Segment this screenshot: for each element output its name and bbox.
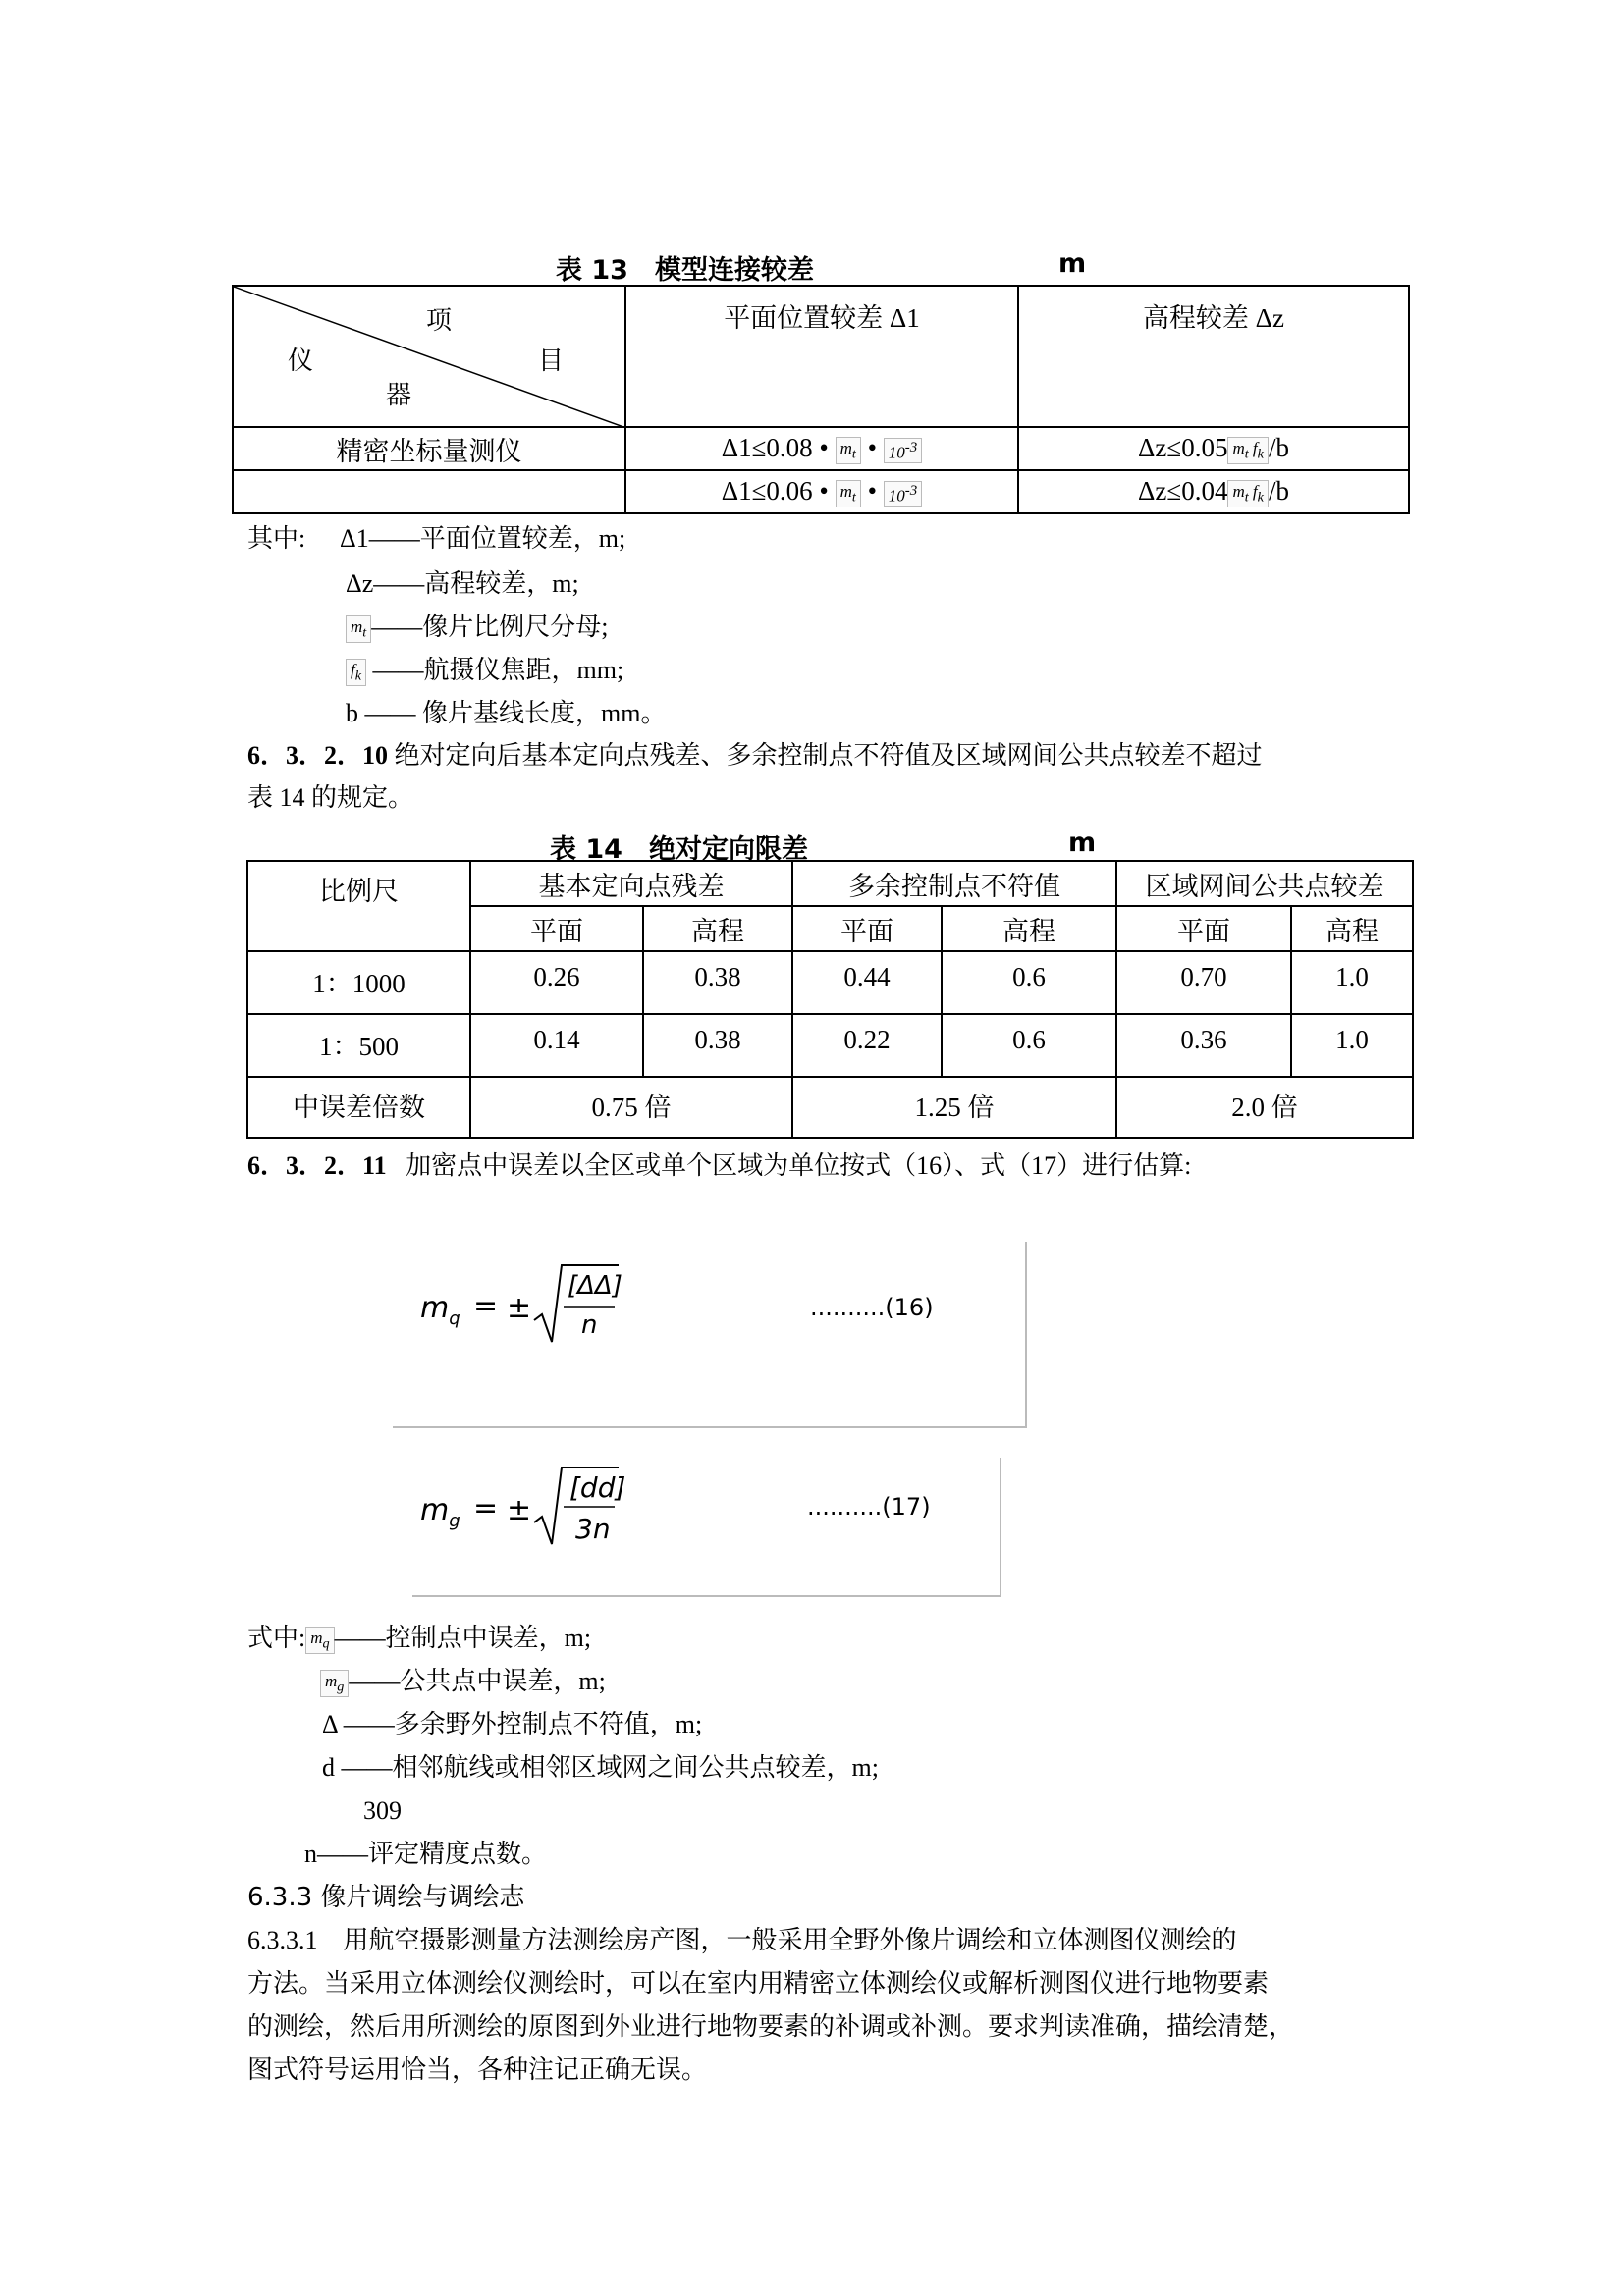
- table13-row-instrument-2: [233, 470, 625, 513]
- header-item-label-2: 目: [538, 347, 565, 375]
- clause-6-3-3-1-line: 方法。当采用立体测绘仪测绘时，可以在室内用精密立体测绘仪或解析测图仪进行地物要素: [247, 1969, 1270, 1998]
- mt-symbol: $m_t$: [836, 480, 861, 507]
- table14-cell: 0.6: [942, 951, 1116, 1014]
- formula16-box: [393, 1242, 1027, 1428]
- table14-cell: 0.38: [643, 951, 792, 1014]
- table14-multiplier-label: 中误差倍数: [247, 1077, 470, 1138]
- table13-row-plane-limit-2: Δ1≤0.06 • $m_t$ • 10-3: [625, 470, 1018, 513]
- table14-cell: 0.44: [792, 951, 942, 1014]
- table14-cell: 1.0: [1291, 951, 1413, 1014]
- clause-6-3-3-1-line: 图式符号运用恰当，各种注记正确无误。: [247, 2056, 708, 2084]
- table14-header-redundant-control: 多余控制点不符值: [792, 861, 1116, 906]
- formula16-denominator: n: [581, 1310, 598, 1340]
- legend13-item: $f_k$ ——航摄仪焦距，mm;: [346, 658, 623, 686]
- table14-subheader: 高程: [942, 906, 1116, 951]
- table14-subheader: 高程: [1291, 906, 1413, 951]
- table14-multiplier: 0.75 倍: [470, 1077, 792, 1138]
- legend13-item: b —— 像片基线长度，mm。: [346, 699, 667, 727]
- formula16-equals: =: [473, 1289, 499, 1323]
- table13-row-instrument: 精密坐标量测仪: [233, 427, 625, 470]
- header-instrument-label-2: 器: [386, 381, 412, 409]
- formula17-plus-minus: ±: [507, 1493, 532, 1527]
- table14-cell: 0.36: [1116, 1014, 1291, 1077]
- formula17-numerator: [dd]: [569, 1471, 626, 1504]
- mg-symbol: $m_g$: [320, 1670, 349, 1697]
- table13: [232, 285, 1410, 514]
- formula16-plus-minus: ±: [507, 1291, 532, 1325]
- table14-caption: 表 14 绝对定向限差: [550, 834, 808, 865]
- formula-legend-item: $m_g$ ——公共点中误差，m;: [320, 1669, 606, 1697]
- table14-subheader: 高程: [643, 906, 792, 951]
- formula17-tag: ..........(17): [807, 1493, 931, 1521]
- legend13-item: Δ1——平面位置较差，m;: [340, 524, 626, 553]
- formula-legend-item: Δ ——多余野外控制点不符值，m;: [322, 1710, 703, 1738]
- legend13-item: $m_t$ ——像片比例尺分母;: [346, 614, 608, 643]
- clause-6-3-2-10: 6．3．2．10 绝对定向后基本定向点残差、多余控制点不符值及区域网间公共点较差不超过: [247, 741, 1263, 770]
- table14-subheader: 平面: [1116, 906, 1291, 951]
- formula16-lhs: $m_q$: [420, 1291, 460, 1329]
- clause-6-3-3-1: 6.3.3.1 用航空摄影测量方法测绘房产图，一般采用全野外像片调绘和立体测图仪测绘的: [247, 1926, 1237, 1954]
- table14-row-scale: 1：500: [247, 1014, 470, 1077]
- formula-legend-item: 式中: $m_q$ ——控制点中误差，m;: [247, 1624, 592, 1652]
- table14-cell: 1.0: [1291, 1014, 1413, 1077]
- mq-symbol: $m_q$: [305, 1627, 334, 1654]
- formula17-lhs: $m_g$: [420, 1493, 460, 1531]
- table13-diagonal-header: [233, 286, 625, 427]
- legend13-item: Δz——高程较差，m;: [346, 569, 579, 598]
- formula-legend-lead: 式中:: [247, 1624, 306, 1652]
- table14-cell: 0.26: [470, 951, 643, 1014]
- table14-cell: 0.6: [942, 1014, 1116, 1077]
- formula17-equals: =: [473, 1491, 499, 1525]
- table14-header-orientation-residual: 基本定向点残差: [470, 861, 792, 906]
- mt-symbol: $m_t$: [346, 615, 371, 643]
- height-limit-text: Δz≤0.05: [1138, 433, 1228, 463]
- formula-legend-item: d ——相邻航线或相邻区域网之间公共点较差，m;: [322, 1753, 879, 1782]
- table14-multiplier: 2.0 倍: [1116, 1077, 1413, 1138]
- table14-header-scale: 比例尺: [247, 861, 470, 951]
- table14-multiplier: 1.25 倍: [792, 1077, 1116, 1138]
- table14-row-scale: 1：1000: [247, 951, 470, 1014]
- header-instrument-label: 仪: [288, 347, 314, 375]
- formula16-numerator: [ΔΔ]: [568, 1271, 622, 1301]
- table14-cell: 0.22: [792, 1014, 942, 1077]
- table14-cell: 0.70: [1116, 951, 1291, 1014]
- clause-6-3-3-1-line: 的测绘，然后用所测绘的原图到外业进行地物要素的补调或补测。要求判读准确，描绘清楚，: [247, 2012, 1295, 2041]
- table14-header-common-point: 区域网间公共点较差: [1116, 861, 1413, 906]
- table13-row-height-limit-2: Δz≤0.04 $m_t$ $f_k$ /b: [1018, 470, 1409, 513]
- table13-caption: 表 13 模型连接较差: [556, 255, 814, 286]
- table13-row-plane-limit: Δ1≤0.08 • $m_t$ • 10-3: [625, 427, 1018, 470]
- mt-fk-symbol: $m_t$ $f_k$: [1227, 480, 1269, 507]
- ten-power-symbol: 10-3: [884, 438, 923, 464]
- table14-subheader: 平面: [470, 906, 643, 951]
- header-item-label: 项: [426, 306, 453, 335]
- table14-cell: 0.38: [643, 1014, 792, 1077]
- table14-subheader: 平面: [792, 906, 942, 951]
- formula16-tag: ..........(16): [810, 1294, 934, 1321]
- formula17-box: [412, 1458, 1001, 1597]
- table14: [246, 860, 1414, 1139]
- formula17-denominator: 3n: [575, 1513, 611, 1545]
- plane-limit-text: Δ1≤0.08 •: [721, 433, 829, 463]
- page-number: 309: [363, 1796, 402, 1825]
- table14-unit: m: [1068, 828, 1097, 858]
- table13-unit: m: [1058, 248, 1087, 279]
- section-heading: 6.3.3 像片调绘与调绘志: [247, 1883, 525, 1912]
- clause-6-3-2-10-cont: 表 14 的规定。: [247, 783, 414, 812]
- mt-fk-symbol: $m_t$ $f_k$: [1227, 437, 1269, 464]
- legend13-lead: 其中:: [247, 524, 306, 553]
- table13-col-plane: 平面位置较差 Δ1: [625, 286, 1018, 427]
- ten-power-symbol: 10-3: [884, 481, 923, 507]
- clause-6-3-2-11: 6．3．2．11 加密点中误差以全区或单个区域为单位按式（16）、式（17）进行估算:: [247, 1151, 1192, 1180]
- table14-cell: 0.14: [470, 1014, 643, 1077]
- formula-legend-item: n——评定精度点数。: [304, 1840, 548, 1868]
- table13-col-height: 高程较差 Δz: [1018, 286, 1409, 427]
- mt-symbol: $m_t$: [836, 437, 861, 464]
- fk-symbol: $f_k$: [346, 659, 366, 686]
- table13-row-height-limit: Δz≤0.05 $m_t$ $f_k$ /b: [1018, 427, 1409, 470]
